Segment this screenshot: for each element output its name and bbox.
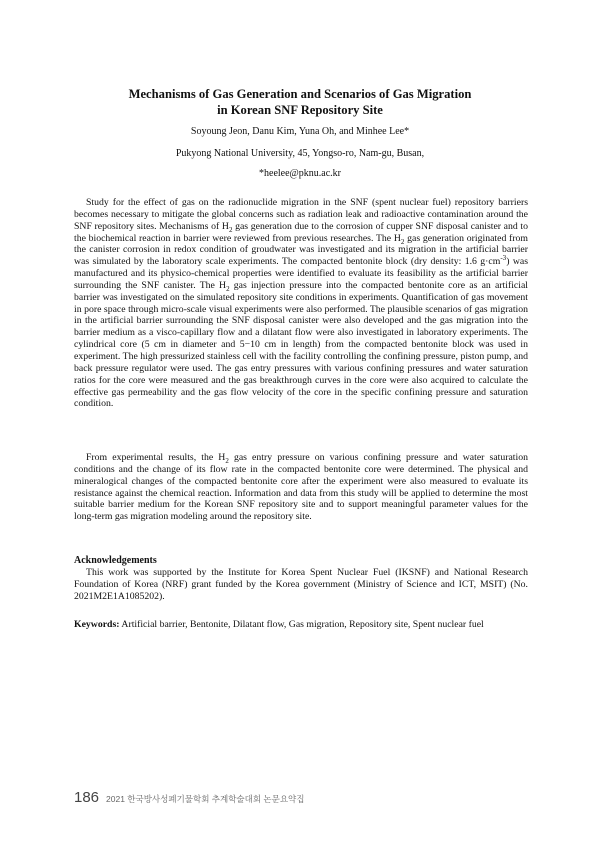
keywords-label: Keywords: [74,619,120,630]
abstract-paragraph-1: Study for the effect of gas on the radionuclide migration in the SNF (spent nuclear fuel) repository barriers becomes necessary to mitigate the global concerns such as radiation leak and radioactive contamination around the SNF repository sites. Mechanisms of $H_2$ gas generation due to the corrosion of cupper SNF disposal canister and to the biochemical reaction in barrier were reviewed from previous researches. The $H_2$ gas generation originated from the canister corrosion in redox condition of groudwater was investigated and its migration in the artificial barrier was simulated by the laboratory scale experiments. The compacted bentonite block (dry density: 1.6 $g\cdot cm^{-3}$) was manufactured and its physico-chemical properties were identified to evaluate its feasibility as the artificial barrier surrounding the SNF canister. The $H_2$ gas injection pressure into the compacted bentonite core as an artificial barrier was investigated on the simulated repository site conditions in experiments. Quantification of gas movement in pore space through micro-scale visual experiments were also performed. The plausible scenarios of gas migration in the artificial barrier surrounding the SNF disposal canister were also developed and the gas migration into the barrier medium as a visco-capillary flow and a dilatant flow were also investigated in laboratory experiments. The cylindrical core (5 cm in diameter and 5−10 cm in length) from the compacted bentonite block was used in experiment. The high pressurized stainless cell with the facility controlling the confining pressure, piston pump, and back pressure regulator were used. The gas entry pressures with various confining pressures and water saturation ratios for the core were measured and the gas breakthrough curves in the core were also acquired to calculate the effective gas permeability and the gas flow velocity of the core in the specific confining pressure and saturation condition. [74,197,529,410]
paper-title [60,86,540,118]
affiliation: Pukyong National University, 45, Yongso-ro, Nam-gu, Busan, [175,148,425,159]
page-footer [74,789,304,806]
email: *heelee@pknu.ac.kr [259,168,341,179]
page-number: 186 [74,789,100,806]
keywords [74,619,528,631]
authors: Soyoung Jeon, Danu Kim, Yuna Oh, and Minhee Lee* [190,126,410,137]
title-line-1: Mechanisms of Gas Generation and Scenarios of Gas Migration [128,87,472,101]
abstract-paragraph-2: From experimental results, the $H_2$ gas entry pressure on various confining pressure and water saturation conditions and the change of its flow rate in the compacted bentonite core were determined. The physical and mineralogical changes of the compacted bentonite core after the experiment were also measured to evaluate its resistance against the chemical reaction. Information and data from this study will be applied to determine the most suitable barrier medium for the Korean SNF repository site and to support meaningful parameter values for the long-term gas migration modeling around the repository site. [74,452,528,523]
acknowledgements-text: This work was supported by the Institute for Korea Spent Nuclear Fuel (IKSNF) and National Research Foundation of Korea (NRF) grant funded by the Korea government (Ministry of Science and ICT, MSIT) (No. 2021M2E1A1085202). [74,567,528,602]
title-line-2: in Korean SNF Repository Site [217,103,383,117]
acknowledgements-heading: Acknowledgements [74,555,157,566]
footer-text: 2021 한국방사성폐기물학회 추계학술대회 논문요약집 [106,794,305,804]
keywords-text: Artificial barrier, Bentonite, Dilatant flow, Gas migration, Repository site, Spent nuclear fuel [119,619,484,630]
